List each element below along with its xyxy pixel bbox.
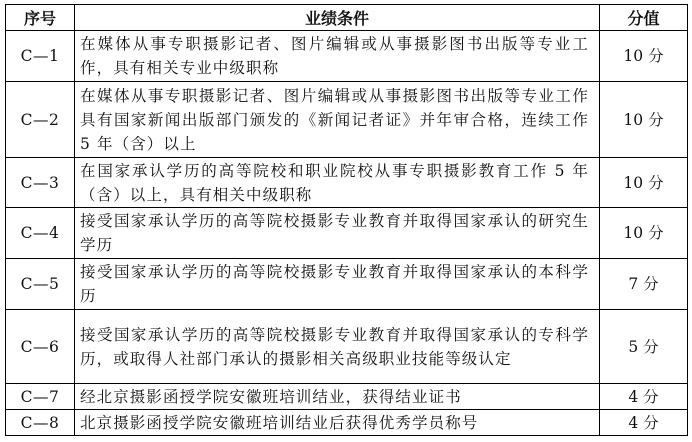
row-no: C—1 [6, 31, 75, 82]
row-condition: 在媒体从事专职摄影记者、图片编辑或从事摄影图书出版等专业工作具有国家新闻出版部门颁发的《新闻记者证》并年审合格，连续工作 5 年（含）以上 [75, 82, 600, 158]
table-row [6, 410, 688, 436]
header-condition: 业绩条件 [75, 5, 600, 31]
row-no: C—2 [6, 82, 75, 158]
row-no: C—6 [6, 310, 75, 384]
row-condition: 接受国家承认学历的高等院校摄影专业教育并取得国家承认的本科学历 [75, 259, 600, 310]
row-score: 4 分 [600, 384, 688, 410]
row-condition: 在国家承认学历的高等院校和职业院校从事专职摄影教育工作 5 年（含）以上，具有相关中级职称 [75, 158, 600, 208]
row-no: C—8 [6, 410, 75, 436]
row-score: 10 分 [600, 158, 688, 208]
row-score: 4 分 [600, 410, 688, 436]
table-row [6, 259, 688, 310]
row-no: C—5 [6, 259, 75, 310]
row-no: C—3 [6, 158, 75, 208]
row-condition: 经北京摄影函授学院安徽班培训结业，获得结业证书 [75, 384, 600, 410]
table-row [6, 158, 688, 208]
row-no: C—4 [6, 208, 75, 259]
row-score: 10 分 [600, 31, 688, 82]
table-header-row [6, 5, 688, 31]
row-score: 7 分 [600, 259, 688, 310]
table-row [6, 384, 688, 410]
row-score: 10 分 [600, 208, 688, 259]
header-no: 序号 [6, 5, 75, 31]
header-score: 分值 [600, 5, 688, 31]
criteria-table-container [5, 4, 687, 436]
criteria-table [5, 4, 688, 436]
row-condition: 接受国家承认学历的高等院校摄影专业教育并取得国家承认的专科学历，或取得人社部门承认的摄影相关高级职业技能等级认定 [75, 310, 600, 384]
table-row [6, 82, 688, 158]
row-condition: 北京摄影函授学院安徽班培训结业后获得优秀学员称号 [75, 410, 600, 436]
row-score: 10 分 [600, 82, 688, 158]
row-condition: 接受国家承认学历的高等院校摄影专业教育并取得国家承认的研究生学历 [75, 208, 600, 259]
table-row [6, 31, 688, 82]
row-condition: 在媒体从事专职摄影记者、图片编辑或从事摄影图书出版等专业工作，具有相关专业中级职称 [75, 31, 600, 82]
table-row [6, 208, 688, 259]
row-score: 5 分 [600, 310, 688, 384]
row-no: C—7 [6, 384, 75, 410]
table-row [6, 310, 688, 384]
